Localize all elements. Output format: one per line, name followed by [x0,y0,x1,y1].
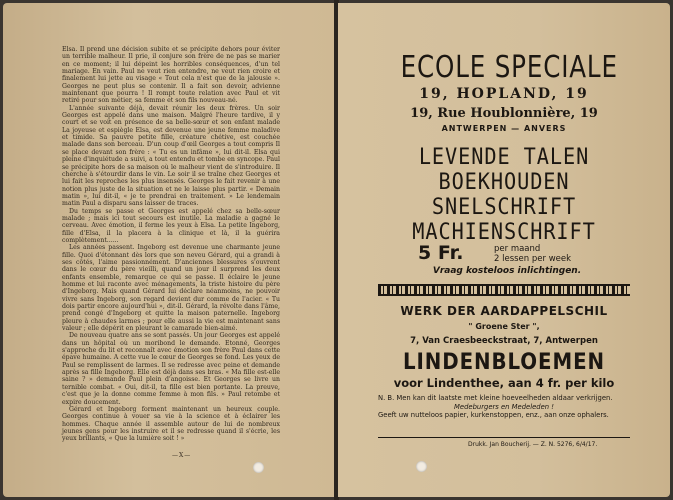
subject-shorthand: SNELSCHRIFT [431,195,577,220]
story-paragraph: De nouveau quatre ans se sont passés. Un jour Georges est appelé dans un hôpital où un moribond le demande. Etonné, Georges s'approche du lit et reconnaît avec émotion son frère Paul dans cette épave humaine. A cette vue le cœur de Georges se fond. Les yeux de Paul se remplissent de larmes. Il se redresse avec peine et demande après sa fille Ingeborg. Elle est déjà dans ses bras. « Ma fille est-elle saine ? » demande Paul plein d'angoisse. Et Georges se livre un ternible combat. « Oui, dit-il, ta fille est bien portante. La preuve, c'est que je la donne comme femme à mon fils. » Paul retombe et expire doucement. [62,332,280,406]
printer-imprint: Drukk. Jan Boucherij. — Z. N. 5276, 6/4/17. [468,441,598,448]
binder-hole [253,462,264,473]
notice-block [378,394,630,420]
subject-bookkeeping: BOEKHOUDEN [438,170,570,195]
linden-title: LINDENBLOEMEN [403,350,605,375]
linden-subtitle: voor Lindenthee, aan 4 fr. per kilo [393,376,615,390]
notice-line: N. B. Men kan dit laatste met kleine hoeveelheden aldaar verkrijgen. [378,394,613,402]
notice-line: Medeburgers en Medeleden ! [454,402,554,411]
section-end-mark: —X— [172,452,192,459]
story-paragraph: Les années passent. Ingeborg est devenue une charmante jeune fille. Quoi d'étonnant dès lors que son neveu Gérard, qui a grandi à ses côtés, l'aime passionnément. D'anciennes blessures s'ouvrent dans le cœur du père vieilli, quand un jour il surprend les deux enfants ensemble, remarque ce qui se passe. Il éclaire le jeune homme et lui raconte avec ménagements, la triste histoire du père d'Ingeborg. Mais quand Gérard lui déclare néanmoins, ne pouvoir vivre sans Ingeborg, son regard devient dur comme de l'acier. « Tu dois partir encore aujourd'hui », dit-il. Gérard, la révolte dans l'âme, prend congé d'Ingeborg et quitte la maison paternelle. Ingeborg pleure à chaudes larmes ; pour elle aussi la vie est maintenant sans valeur ; elle dépérit en pleurant le camarade bien-aimé. [62,244,280,333]
werk-title: WERK DER AARDAPPELSCHIL [400,304,608,318]
binder-hole [416,461,427,472]
notice-line: Geeft uw nutteloos papier, kurkenstoppen, enz., aan onze ophalers. [378,411,609,419]
werk-address: 7, Van Craesbeeckstraat, 7, Antwerpen [410,336,598,346]
subject-typing: MACHIENSCHRIFT [412,220,596,245]
story-paragraph: L'année suivante déjà, devait réunir les deux frères. Un soir Georges est appelé dans une maison. Malgré l'heure tardive, il y court et se voit en présence de sa belle-sœur et son enfant malade La joyeuse et espiègle Elsa, est devenue une jeune femme maladive et timide. Sa pauvre petite fille, créature chétive, est couchée malade dans son berceau. D'un coup d'œil Georges a tout compris Il se place devant son frère : « Tu es un infâme », lui dit-il. Elsa qui pleine d'inquiétude a suivi, a tout entendu et tombe en syncope. Paul se précipite hors de sa maison où le malheur vient de s'introduire. Il cherche à s'étourdir dans le vin. Le soir il se traîne chez Georges et lui fait les reproches les plus insensés. Georges le fait revenir à une notion plus juste de la situation et ne le laisse plus partir. « Demain matin », lui dit-il, « je te prendrai en traitement. » Le lendemain matin Paul a disparu sans laisser de traces. [62,104,280,208]
story-paragraph: Du temps se passe et Georges est appelé chez sa belle-sœur malade ; mais ici tout secours est inutile. La maladie a gagné le cerveau. Avec émotion, il ferme les yeux à Elsa. La petite Ingeborg, fille d'Elsa, il la placera à la clinique et là, il la guérira complètement...... [62,207,280,244]
school-address-1: 19, HOPLAND, 19 [419,86,589,102]
price-details [494,244,571,264]
school-title: ECOLE SPECIALE [400,50,618,85]
story-paragraph: Elsa. Il prend une décision subite et se précipite dehors pour éviter un terrible malheur. Il prie, il conjure son frère de ne pas se marier en ce moment; il lui dépeint les horribles conséquences, d'un tel mariage. En vain. Paul ne veut rien entendre, ne veut rien croire et finalement lui jette au visage « Tout cela n'est que de la jalousie ». Georges ne peut plus se contenir. Il a fait son devoir, advienne maintenant que pourra ! Il rompt toute relation avec Paul et vit retiré pour son métier, sa femme et son fils nouveau-né. [62,46,280,105]
subject-languages: LEVENDE TALEN [418,145,590,170]
story-paragraph: Gérard et Ingeborg forment maintenant un heureux couple. Georges continue à vouer sa vie à la science et à éclairer les hommes. Chaque année il assemble autour de lui de nombreux jeunes gens pour les instruire et il se redresse quand il s'écrie, les yeux brillants, « Que la lumière soit ! » [62,405,280,443]
school-address-2: 19, Rue Houblonnière, 19 [410,106,598,121]
school-city: ANTWERPEN — ANVERS [441,124,567,133]
werk-subtitle: " Groene Ster ", [468,322,540,331]
price: 5 Fr. [418,242,464,264]
story-text [62,46,280,443]
decorative-border [378,284,630,296]
divider [378,437,630,438]
price-lessons: 2 lessen per week [494,254,572,264]
price-period: per maand [494,244,541,254]
info-line: Vraag kosteloos inlichtingen. [432,266,582,276]
